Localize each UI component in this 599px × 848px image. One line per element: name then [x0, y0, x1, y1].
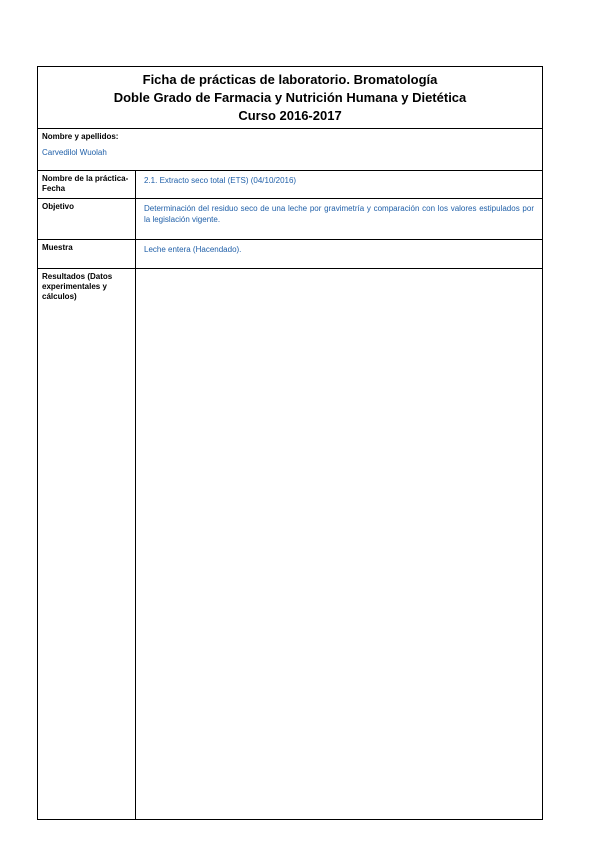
practice-name-row: [38, 171, 542, 199]
results-value: [136, 269, 542, 819]
results-label: Resultados (Datos experimentales y cálculos): [38, 269, 136, 819]
sample-value: Leche entera (Hacendado).: [144, 245, 242, 254]
sample-label: Muestra: [38, 240, 136, 268]
student-name-label: Nombre y apellidos:: [42, 132, 119, 141]
lab-practice-form: [37, 66, 543, 820]
degree-title: Doble Grado de Farmacia y Nutrición Humana y Dietética: [113, 90, 467, 105]
student-name-cell: [38, 129, 542, 170]
sample-row: [38, 240, 542, 269]
objective-value: Determinación del residuo seco de una leche por gravimetría y comparación con los valores estipulados por la legislación vigente.: [144, 204, 534, 224]
results-row: [38, 269, 542, 819]
objective-label: Objetivo: [38, 199, 136, 239]
practice-name-value: 2.1. Extracto seco total (ETS) (04/10/2016): [144, 176, 297, 185]
objective-row: [38, 199, 542, 240]
form-title: Ficha de prácticas de laboratorio. Bromatología: [142, 72, 438, 87]
form-header: [38, 67, 542, 129]
course-year: Curso 2016-2017: [238, 108, 342, 123]
practice-name-label: Nombre de la práctica- Fecha: [38, 171, 136, 198]
student-name-row: [38, 129, 542, 171]
student-name-value: Carvedilol Wuolah: [42, 148, 107, 157]
